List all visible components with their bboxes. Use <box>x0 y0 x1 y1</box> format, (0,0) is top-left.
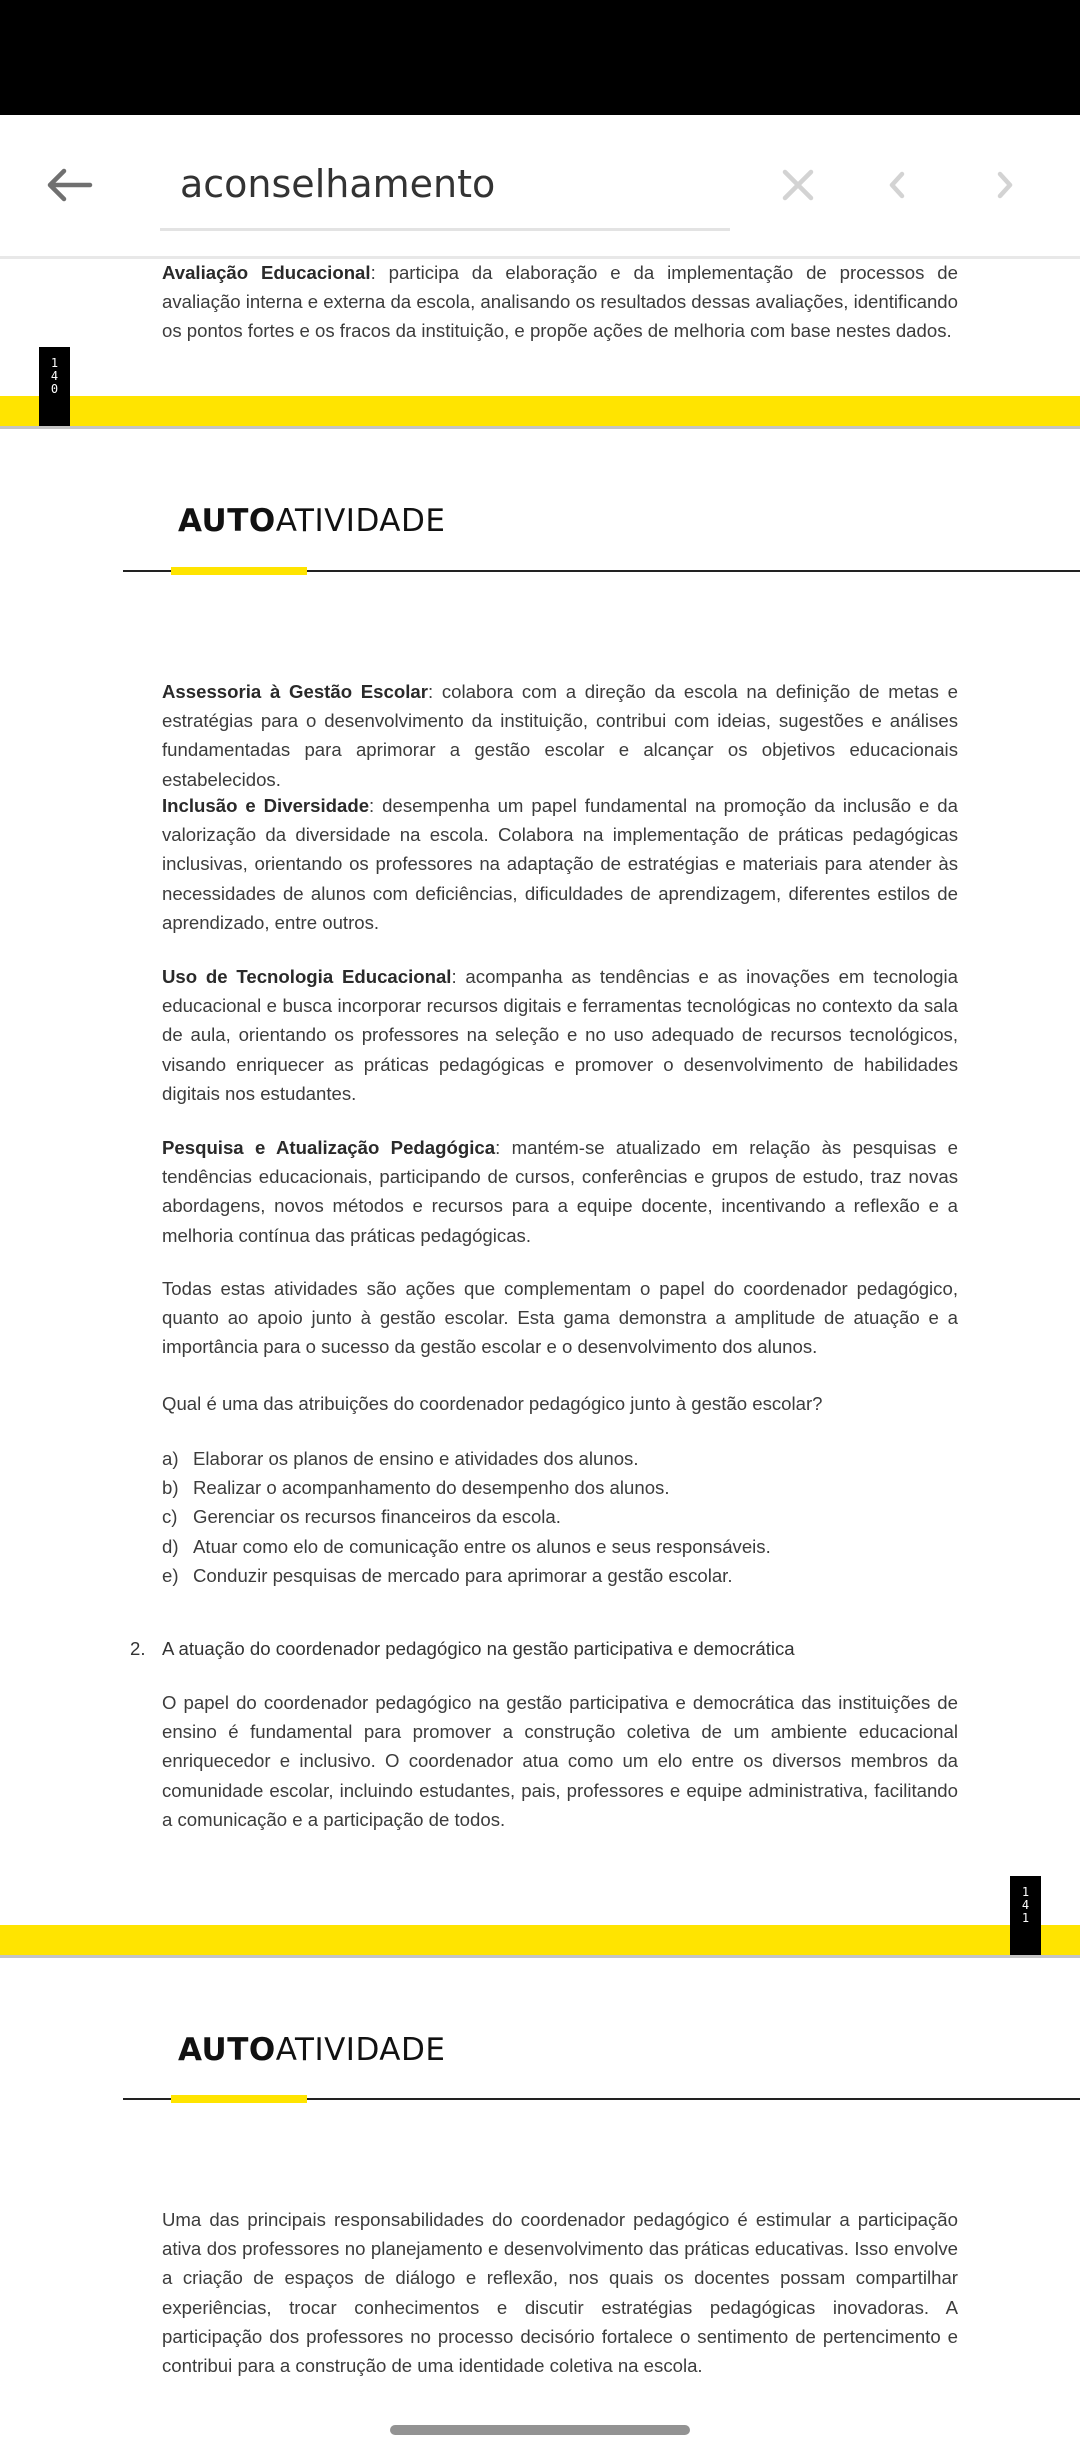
arrow-left-icon <box>46 165 94 205</box>
home-indicator[interactable] <box>390 2425 690 2435</box>
question-text: Qual é uma das atribuições do coordenador pedagógico junto à gestão escolar? <box>162 1393 823 1414</box>
option-d: d) Atuar como elo de comunicação entre os alunos e seus responsáveis. <box>162 1535 771 1557</box>
chevron-left-icon <box>887 170 907 200</box>
page-break-shadow <box>0 1955 1080 1958</box>
search-input[interactable] <box>180 159 720 209</box>
paragraph-papel: O papel do coordenador pedagógico na gestão participativa e democrática das instituições de ensino é fundamental para promover a construção coletiva de um ambiente educacional enriquecedor e inclusivo. O coordenador atua como um elo entre os diversos membros da comunidade escolar, incluindo estudantes, pais, professores e equipe administrativa, facilitando a comunicação e a participação de todos. <box>162 1692 958 1830</box>
term-tecnologia: Uso de Tecnologia Educacional <box>162 966 452 987</box>
section-title-autoatividade: AUTOATIVIDADE <box>178 503 446 539</box>
subsection-heading-2: 2. A atuação do coordenador pedagógico na gestão participativa e democrática <box>130 1638 795 1659</box>
paragraph-inclusao: Inclusão e Diversidade: desempenha um papel fundamental na promoção da inclusão e da valorização da diversidade na escola. Colabora na implementação de práticas pedagógicas inclusivas, orientando os professores na adaptação de estratégias e materiais para atender às necessidades de alunos com deficiências, dificuldades de aprendizagem, diferentes estilos de aprendizado, entre outros. <box>162 795 958 933</box>
close-x-icon <box>781 168 815 202</box>
chevron-right-icon <box>995 170 1015 200</box>
term-avaliacao: Avaliação Educacional <box>162 262 371 283</box>
clear-search-button[interactable] <box>770 155 826 215</box>
back-button[interactable] <box>30 155 110 215</box>
paragraph-responsabilidades: Uma das principais responsabilidades do coordenador pedagógico é estimular a participação ativa dos professores no planejamento e desenvolvimento das práticas educativas. Isso envolve a criação de espaços de diálogo e reflexão, nos quais os docentes possam compartilhar experiências, trocar conhecimentos e discutir estratégias pedagógicas inovadoras. A participação dos professores no processo decisório fortalece o sentimento de pertencimento e contribui para a construção de uma identidade coletiva na escola. <box>162 2209 958 2377</box>
page-break-shadow <box>0 426 1080 429</box>
option-e: e) Conduzir pesquisas de mercado para aprimorar a gestão escolar. <box>162 1564 733 1586</box>
answer-options <box>162 1444 958 1590</box>
previous-result-button[interactable] <box>872 155 922 215</box>
section-rule-accent <box>171 2095 307 2103</box>
term-pesquisa: Pesquisa e Atualização Pedagógica <box>162 1137 496 1158</box>
page-break-band <box>0 1925 1080 1955</box>
search-field[interactable] <box>160 145 730 231</box>
option-b: b) Realizar o acompanhamento do desempenho dos alunos. <box>162 1477 670 1499</box>
search-toolbar <box>0 115 1080 259</box>
next-result-button[interactable] <box>980 155 1030 215</box>
term-assessoria: Assessoria à Gestão Escolar <box>162 681 428 702</box>
page-number-tab-140: 1 4 0 <box>39 347 70 426</box>
page-break-band <box>0 396 1080 426</box>
paragraph-assessoria: Assessoria à Gestão Escolar: colabora com a direção da escola na definição de metas e estratégias para o desenvolvimento da instituição, contribui com ideias, sugestões e análises fundamentadas para aprimorar a gestão escolar e alcançar os objetivos educacionais estabelecidos. <box>162 681 958 790</box>
paragraph-tecnologia: Uso de Tecnologia Educacional: acompanha as tendências e as inovações em tecnologia educacional e busca incorporar recursos digitais e ferramentas tecnológicas no contexto da sala de aula, orientando os professores na seleção e no uso adequado de recursos tecnológicos, visando enriquecer as práticas pedagógicas e promover o desenvolvimento de habilidades digitais nos estudantes. <box>162 966 958 1104</box>
paragraph-todas: Todas estas atividades são ações que complementam o papel do coordenador pedagógico, quanto ao apoio junto à gestão escolar. Esta gama demonstra a amplitude de atuação e a importância para o sucesso da gestão escolar e o desenvolvimento dos alunos. <box>162 1278 958 1358</box>
option-a: a) Elaborar os planos de ensino e atividades dos alunos. <box>162 1448 639 1469</box>
page-number-tab-141: 1 4 1 <box>1010 1876 1041 1955</box>
section-rule-accent <box>171 567 307 575</box>
term-inclusao: Inclusão e Diversidade <box>162 795 370 816</box>
paragraph-pesquisa: Pesquisa e Atualização Pedagógica: mantém-se atualizado em relação às pesquisas e tendências educacionais, participando de cursos, conferências e grupos de estudo, traz novas abordagens, novos métodos e recursos para a equipe docente, incentivando a reflexão e a melhoria contínua das práticas pedagógicas. <box>162 1137 958 1246</box>
option-c: c) Gerenciar os recursos financeiros da escola. <box>162 1506 561 1528</box>
section-title-autoatividade: AUTOATIVIDADE <box>178 2032 446 2068</box>
paragraph-avaliacao-educacional: Avaliação Educacional: participa da elaboração e da implementação de processos de avaliação interna e externa da escola, analisando os resultados dessas avaliações, identificando os pontos fortes e os fracos da instituição, e propõe ações de melhoria com base nestes dados. <box>162 262 958 342</box>
status-bar <box>0 0 1080 115</box>
